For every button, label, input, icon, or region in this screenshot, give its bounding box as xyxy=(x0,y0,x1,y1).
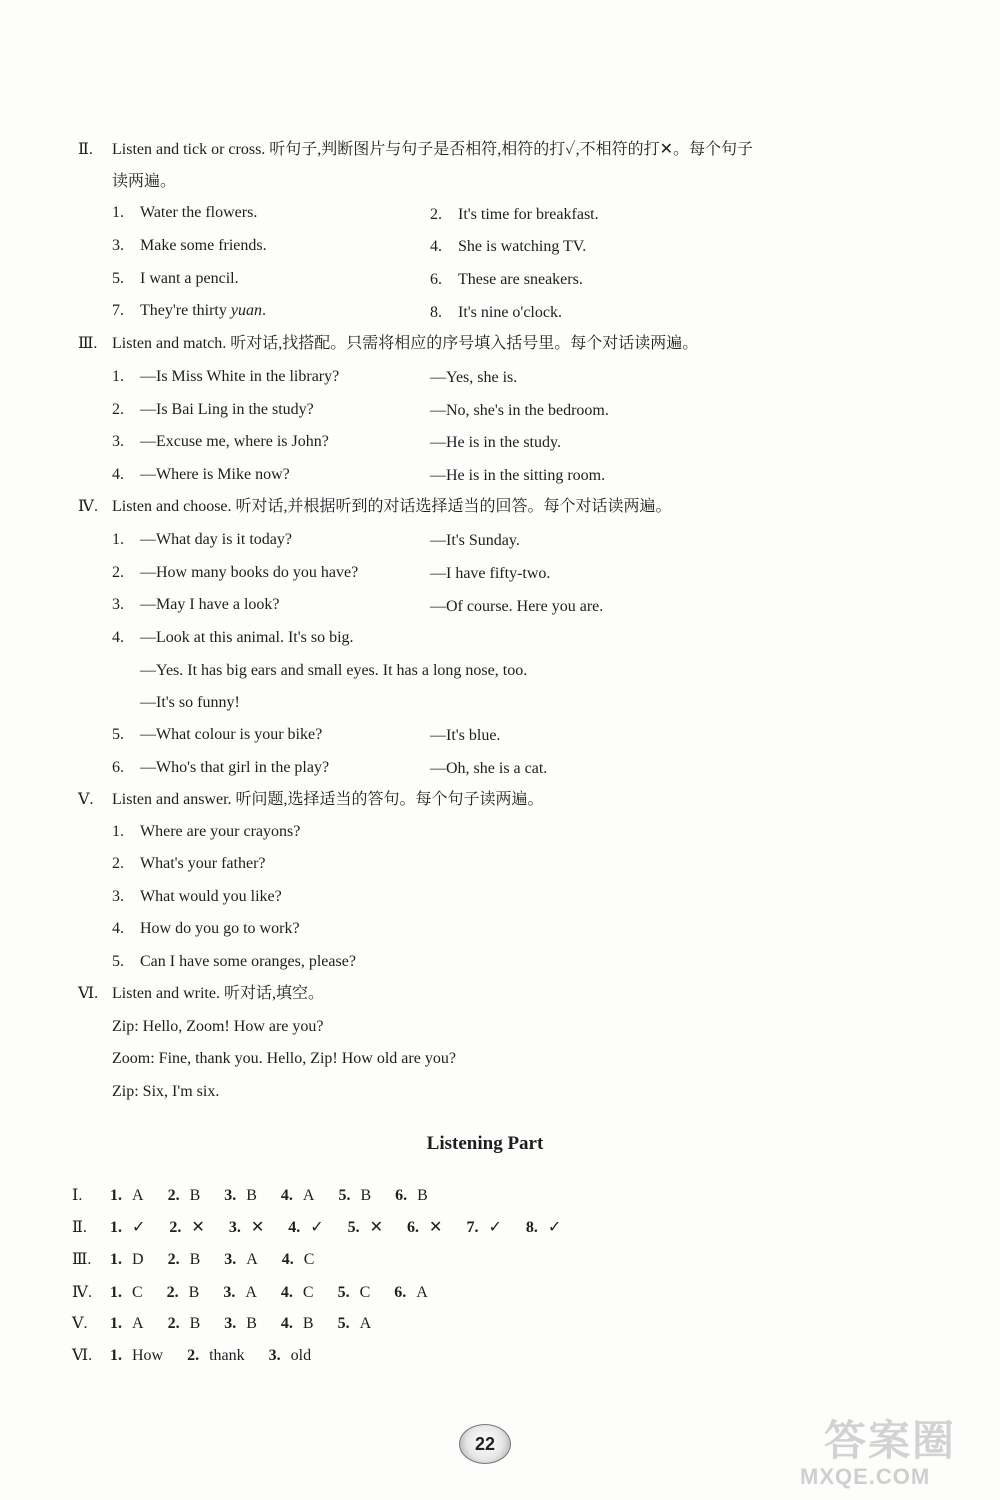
s3-question: 4. —Where is Mike now? xyxy=(112,466,290,483)
s2-item: 6. These are sneakers. xyxy=(430,271,583,288)
answer-item-number: 1. xyxy=(110,1219,122,1236)
s2-item: 4. She is watching TV. xyxy=(430,238,587,255)
s3-answer: —Yes, she is. xyxy=(430,369,518,386)
answer-item-value: A xyxy=(132,1187,144,1204)
answer-item-value: B xyxy=(189,1315,201,1332)
answer-item-value: A xyxy=(246,1251,258,1268)
watermark-logo xyxy=(800,1408,990,1494)
s5-item: 4. How do you go to work? xyxy=(112,920,300,937)
s2-item: 5. I want a pencil. xyxy=(112,270,239,287)
answer-item-number: 5. xyxy=(347,1219,360,1236)
answer-item-value: ✓ xyxy=(547,1219,562,1236)
answer-item-value: ✕ xyxy=(191,1219,205,1236)
answer-item-number: 4. xyxy=(280,1284,293,1301)
answer-item-number: 4. xyxy=(281,1251,294,1268)
s4-question: 3. —May I have a look? xyxy=(112,596,280,613)
section-2-instruction: Listen and tick or cross. 听句子,判断图片与句子是否相符,相符的打✓,不相符的打✕。每个句子 xyxy=(112,141,754,158)
answer-item-number: 2. xyxy=(167,1315,180,1332)
answer-section-number: Ⅵ. xyxy=(72,1347,93,1364)
s3-answer: —He is in the sitting room. xyxy=(430,467,606,484)
s4-question: 6. —Who's that girl in the play? xyxy=(112,759,330,776)
answer-item-value: B xyxy=(246,1315,257,1332)
answer-row xyxy=(110,1314,395,1334)
answer-item-number: 6. xyxy=(395,1187,408,1204)
answer-section-number: Ⅱ. xyxy=(72,1219,87,1236)
s2-item: 1. Water the flowers. xyxy=(112,204,258,221)
answer-item-number: 3. xyxy=(268,1347,281,1364)
answer-item-value: ✕ xyxy=(429,1219,443,1236)
s2-item: 3. Make some friends. xyxy=(112,237,267,254)
watermark-text: 答案圈 xyxy=(824,1417,957,1464)
answer-item-value: C xyxy=(302,1284,314,1301)
answers-title: Listening Part xyxy=(426,1133,544,1154)
answer-item-value: D xyxy=(132,1251,144,1268)
watermark-url: MXQE.COM xyxy=(800,1464,931,1489)
answer-item-number: 2. xyxy=(167,1187,180,1204)
section-4-instruction: Listen and choose. 听对话,并根据听到的对话选择适当的回答。每个对话读两遍。 xyxy=(112,498,672,515)
s4-answer: —Oh, she is a cat. xyxy=(430,760,548,777)
section-4-number: Ⅳ. xyxy=(78,498,98,515)
answer-item-value: ✓ xyxy=(310,1219,324,1236)
answer-row xyxy=(110,1346,335,1366)
s4-answer: —I have fifty-two. xyxy=(430,565,551,582)
page-number: 22 xyxy=(459,1424,511,1464)
answer-row xyxy=(110,1283,452,1303)
answer-item-number: 3. xyxy=(223,1284,236,1301)
s4-answer: —Of course. Here you are. xyxy=(430,598,604,615)
answer-row xyxy=(110,1250,338,1270)
answer-item-value: C xyxy=(359,1284,371,1301)
section-3-number: Ⅲ. xyxy=(78,335,98,352)
answer-item-number: 6. xyxy=(394,1284,407,1301)
answer-item-number: 4. xyxy=(288,1219,301,1236)
answer-item-value: ✓ xyxy=(132,1219,146,1236)
answer-item-value: A xyxy=(416,1284,428,1301)
s4-question: 4. —Look at this animal. It's so big. xyxy=(112,629,354,646)
answer-item-number: 5. xyxy=(337,1284,350,1301)
answer-item-value: B xyxy=(188,1284,200,1301)
s2-item: 7. They're thirty yuan. xyxy=(112,302,266,319)
s4-dialogue-line: —It's so funny! xyxy=(140,694,240,711)
section-6-number: Ⅵ. xyxy=(78,985,99,1002)
answer-item-number: 8. xyxy=(525,1219,538,1236)
s2-item: 8. It's nine o'clock. xyxy=(430,304,562,321)
answer-item-number: 2. xyxy=(187,1347,200,1364)
answer-item-value: ✕ xyxy=(369,1219,384,1236)
s2-item: 2. It's time for breakfast. xyxy=(430,206,599,223)
answer-item-number: 5. xyxy=(337,1315,350,1332)
s4-question: 1. —What day is it today? xyxy=(112,531,292,548)
answer-item-number: 6. xyxy=(407,1219,420,1236)
section-6-instruction: Listen and write. 听对话,填空。 xyxy=(112,985,324,1002)
answer-item-value: thank xyxy=(209,1347,245,1364)
answer-item-number: 2. xyxy=(166,1284,179,1301)
section-3-instruction: Listen and match. 听对话,找搭配。只需将相应的序号填入括号里。每个对话读两遍。 xyxy=(112,335,699,352)
s5-item: 2. What's your father? xyxy=(112,855,266,872)
s6-dialogue-line: Zoom: Fine, thank you. Hello, Zip! How old are you? xyxy=(112,1050,456,1067)
answer-item-value: ✓ xyxy=(488,1219,502,1236)
section-2-instruction-cont: 读两遍。 xyxy=(112,173,177,190)
s4-dialogue-line: —Yes. It has big ears and small eyes. It has a long nose, too. xyxy=(140,662,528,679)
s6-dialogue-line: Zip: Hello, Zoom! How are you? xyxy=(112,1018,324,1035)
section-5-number: Ⅴ. xyxy=(78,791,94,808)
answer-item-number: 7. xyxy=(466,1219,479,1236)
s3-question: 3. —Excuse me, where is John? xyxy=(112,433,329,450)
s4-answer: —It's Sunday. xyxy=(430,532,520,549)
answer-item-value: B xyxy=(189,1251,201,1268)
answer-row xyxy=(110,1186,452,1206)
answer-item-value: B xyxy=(246,1187,257,1204)
section-2-number: Ⅱ. xyxy=(78,141,93,158)
answer-item-number: 5. xyxy=(338,1187,351,1204)
s3-answer: —No, she's in the bedroom. xyxy=(430,402,609,419)
s5-item: 3. What would you like? xyxy=(112,888,282,905)
answer-item-value: C xyxy=(132,1284,143,1301)
answer-item-number: 3. xyxy=(224,1315,237,1332)
answer-item-value: A xyxy=(302,1187,315,1204)
answer-item-value: B xyxy=(189,1187,201,1204)
s6-dialogue-line: Zip: Six, I'm six. xyxy=(112,1083,220,1100)
answer-item-number: 3. xyxy=(228,1219,241,1236)
answer-item-number: 3. xyxy=(224,1187,237,1204)
s3-answer: —He is in the study. xyxy=(430,434,561,451)
s5-item: 5. Can I have some oranges, please? xyxy=(112,953,356,970)
answer-row xyxy=(110,1218,585,1238)
s5-item: 1. Where are your crayons? xyxy=(112,823,301,840)
s4-question: 2. —How many books do you have? xyxy=(112,564,359,581)
section-5-instruction: Listen and answer. 听问题,选择适当的答句。每个句子读两遍。 xyxy=(112,791,544,808)
answer-item-number: 2. xyxy=(167,1251,180,1268)
s4-question: 5. —What colour is your bike? xyxy=(112,726,323,743)
answer-item-number: 1. xyxy=(110,1187,122,1204)
answer-item-value: B xyxy=(360,1187,372,1204)
answer-item-number: 3. xyxy=(224,1251,237,1268)
answer-item-value: How xyxy=(132,1347,164,1364)
answer-section-number: Ⅳ. xyxy=(72,1284,92,1301)
s3-question: 2. —Is Bai Ling in the study? xyxy=(112,401,314,418)
s3-question: 1. —Is Miss White in the library? xyxy=(112,368,340,385)
answer-item-value: B xyxy=(417,1187,428,1204)
answer-item-number: 2. xyxy=(169,1219,182,1236)
answer-item-value: A xyxy=(245,1284,257,1301)
answer-item-value: B xyxy=(302,1315,314,1332)
answer-item-value: C xyxy=(303,1251,315,1268)
answer-item-number: 4. xyxy=(280,1315,293,1332)
s4-answer: —It's blue. xyxy=(430,727,501,744)
answer-section-number: Ⅲ. xyxy=(72,1251,92,1268)
answer-section-number: Ⅰ. xyxy=(72,1187,83,1204)
answer-item-number: 1. xyxy=(110,1284,122,1301)
answer-item-number: 1. xyxy=(110,1251,122,1268)
answer-item-value: A xyxy=(359,1315,372,1332)
answer-item-number: 1. xyxy=(110,1315,122,1332)
answer-item-value: ✕ xyxy=(250,1219,265,1236)
answer-item-number: 1. xyxy=(110,1347,122,1364)
answer-item-value: A xyxy=(132,1315,144,1332)
answer-item-number: 4. xyxy=(280,1187,293,1204)
answer-section-number: Ⅴ. xyxy=(72,1315,88,1332)
answer-item-value: old xyxy=(290,1347,312,1364)
